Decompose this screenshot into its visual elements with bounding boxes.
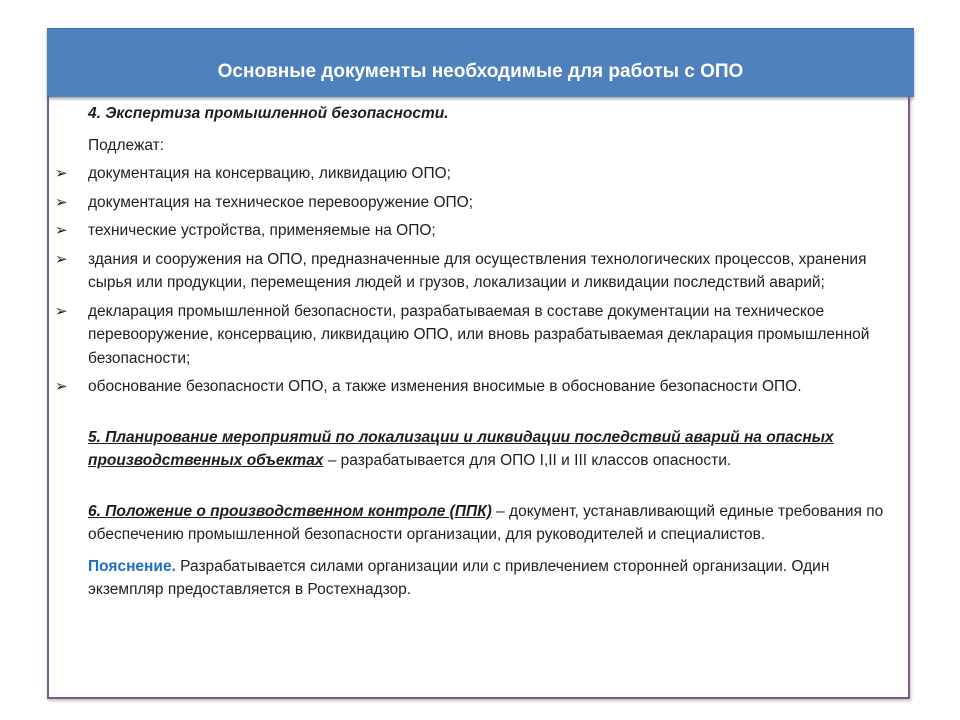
note-text: Разрабатывается силами организации или с привлечением сторонней организации. Один экземпляр предоставляется в Ростехнадзор. — [88, 557, 830, 598]
arrow-bullet-icon: ➢ — [55, 222, 68, 239]
slide-content — [55, 102, 908, 602]
section-6-title: 6. Положение о производственном контроле (ППК) — [88, 502, 492, 520]
section-4-list — [55, 162, 908, 399]
slide-header — [47, 28, 914, 97]
list-item: ➢ обоснование безопасности ОПО, а также изменения вносимые в обоснование безопасности ОПО. — [88, 375, 908, 399]
note-label: Пояснение. — [88, 557, 176, 575]
arrow-bullet-icon: ➢ — [55, 250, 68, 268]
section-6-text: – документ, устанавливающий единые требования по обеспечению промышленной безопасности организации, для руководителей и специалистов. — [88, 502, 884, 543]
arrow-bullet-icon: ➢ — [55, 302, 68, 320]
slide-title: Основные документы необходимые для работы с ОПО — [217, 61, 744, 82]
list-item: ➢ здания и сооружения на ОПО, предназначенные для осуществления технологических процессов, хранения сырья или продукции, перемещения людей и грузов, локализации и ликвидации последствий аварий; — [88, 248, 908, 295]
list-item: ➢ документация на консервацию, ликвидацию ОПО; — [88, 162, 908, 186]
list-item: ➢ декларация промышленной безопасности, разрабатываемая в составе документации на техническое перевооружение, консервацию, ликвидацию ОПО, или вновь разрабатываемая декларация промышленной безопасности; — [88, 300, 908, 371]
list-item: ➢ документация на техническое перевооружение ОПО; — [88, 191, 908, 215]
section-6-note — [88, 555, 908, 602]
section-5-title: 5. Планирование мероприятий по локализации и ликвидации последствий аварий на опасных производственных объектах — [88, 428, 834, 469]
section-4-title: 4. Экспертиза промышленной безопасности. — [88, 105, 449, 122]
arrow-bullet-icon: ➢ — [55, 193, 68, 211]
list-item: ➢ технические устройства, применяемые на ОПО; — [88, 219, 908, 243]
section-6 — [88, 500, 908, 547]
arrow-bullet-icon: ➢ — [55, 165, 68, 182]
section-5-text: – разрабатывается для ОПО I,II и III классов опасности. — [323, 452, 732, 469]
section-4-intro: Подлежат: — [88, 136, 165, 154]
section-5 — [88, 426, 908, 473]
arrow-bullet-icon: ➢ — [55, 378, 68, 395]
